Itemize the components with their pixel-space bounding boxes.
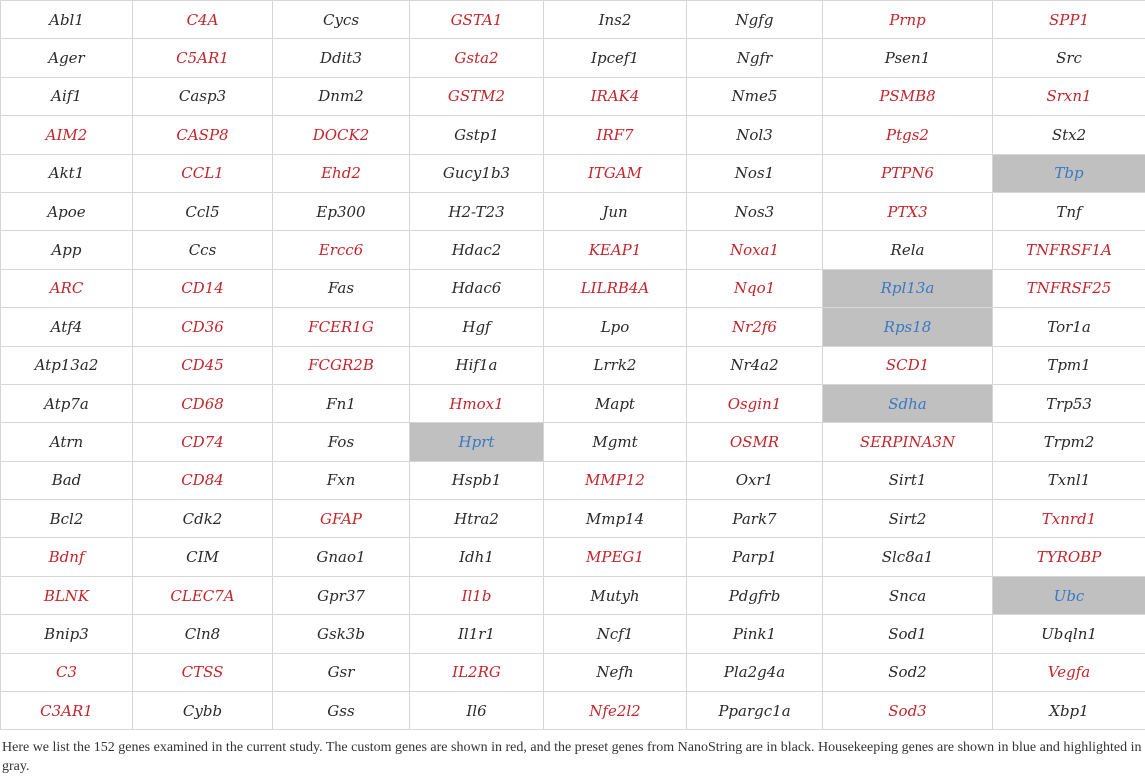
gene-cell-black: Stx2 — [993, 116, 1145, 154]
gene-cell-red: SCD1 — [823, 346, 993, 384]
gene-cell-red: GFAP — [273, 500, 410, 538]
table-row — [1, 269, 1145, 307]
gene-cell-black: Mgmt — [544, 423, 687, 461]
gene-cell-red: C4A — [133, 1, 273, 39]
gene-cell-black: Atrn — [1, 423, 133, 461]
table-row — [1, 653, 1145, 691]
gene-cell-red: Srxn1 — [993, 77, 1145, 115]
gene-cell-black: Parp1 — [687, 538, 823, 576]
gene-cell-blue: Ubc — [993, 576, 1145, 614]
gene-cell-black: Ngfr — [687, 39, 823, 77]
gene-cell-black: Htra2 — [410, 500, 544, 538]
gene-cell-red: MPEG1 — [544, 538, 687, 576]
gene-cell-red: IL2RG — [410, 653, 544, 691]
gene-cell-red: Noxa1 — [687, 231, 823, 269]
gene-cell-black: Gsk3b — [273, 615, 410, 653]
gene-cell-red: Nqo1 — [687, 269, 823, 307]
gene-cell-red: Ercc6 — [273, 231, 410, 269]
gene-cell-black: Il6 — [410, 692, 544, 730]
table-row — [1, 423, 1145, 461]
gene-cell-red: PTPN6 — [823, 154, 993, 192]
gene-cell-black: Oxr1 — [687, 461, 823, 499]
gene-cell-red: GSTA1 — [410, 1, 544, 39]
gene-cell-black: Sirt1 — [823, 461, 993, 499]
gene-cell-red: MMP12 — [544, 461, 687, 499]
gene-cell-red: Ehd2 — [273, 154, 410, 192]
gene-cell-black: Cycs — [273, 1, 410, 39]
gene-cell-black: Ager — [1, 39, 133, 77]
gene-cell-red: ITGAM — [544, 154, 687, 192]
gene-cell-black: Sod1 — [823, 615, 993, 653]
table-row — [1, 615, 1145, 653]
gene-cell-red: CD14 — [133, 269, 273, 307]
gene-cell-red: LILRB4A — [544, 269, 687, 307]
gene-cell-black: Gpr37 — [273, 576, 410, 614]
gene-cell-red: Bdnf — [1, 538, 133, 576]
gene-cell-red: TNFRSF1A — [993, 231, 1145, 269]
gene-cell-red: OSMR — [687, 423, 823, 461]
gene-cell-black: Tor1a — [993, 308, 1145, 346]
gene-cell-black: Apoe — [1, 192, 133, 230]
gene-cell-red: ARC — [1, 269, 133, 307]
gene-cell-black: Hgf — [410, 308, 544, 346]
table-row — [1, 154, 1145, 192]
gene-cell-black: Ddit3 — [273, 39, 410, 77]
gene-cell-red: CD74 — [133, 423, 273, 461]
gene-cell-black: Psen1 — [823, 39, 993, 77]
gene-cell-black: Rela — [823, 231, 993, 269]
table-row — [1, 461, 1145, 499]
gene-cell-black: Gstp1 — [410, 116, 544, 154]
gene-cell-black: Hif1a — [410, 346, 544, 384]
gene-cell-black: Bcl2 — [1, 500, 133, 538]
gene-cell-black: Bad — [1, 461, 133, 499]
gene-cell-black: Nefh — [544, 653, 687, 691]
gene-cell-black: Sod2 — [823, 653, 993, 691]
gene-cell-black: Aif1 — [1, 77, 133, 115]
gene-cell-black: Cybb — [133, 692, 273, 730]
gene-cell-black: Fxn — [273, 461, 410, 499]
gene-cell-black: Fas — [273, 269, 410, 307]
gene-cell-red: CTSS — [133, 653, 273, 691]
table-row — [1, 308, 1145, 346]
gene-cell-red: CD68 — [133, 384, 273, 422]
gene-cell-red: Nr2f6 — [687, 308, 823, 346]
gene-cell-black: Atp13a2 — [1, 346, 133, 384]
gene-cell-black: Xbp1 — [993, 692, 1145, 730]
gene-cell-black: Trp53 — [993, 384, 1145, 422]
gene-cell-black: Cln8 — [133, 615, 273, 653]
gene-cell-black: Bnip3 — [1, 615, 133, 653]
gene-cell-red: Vegfa — [993, 653, 1145, 691]
gene-cell-black: Ccl5 — [133, 192, 273, 230]
gene-cell-black: Cdk2 — [133, 500, 273, 538]
gene-cell-black: Il1r1 — [410, 615, 544, 653]
gene-cell-black: Tpm1 — [993, 346, 1145, 384]
gene-cell-black: Atf4 — [1, 308, 133, 346]
gene-cell-red: TNFRSF25 — [993, 269, 1145, 307]
gene-cell-blue: Rpl13a — [823, 269, 993, 307]
gene-cell-black: Nr4a2 — [687, 346, 823, 384]
gene-cell-red: Hmox1 — [410, 384, 544, 422]
gene-cell-black: Fos — [273, 423, 410, 461]
gene-cell-black: Jun — [544, 192, 687, 230]
gene-cell-black: Nme5 — [687, 77, 823, 115]
gene-cell-red: GSTM2 — [410, 77, 544, 115]
table-row — [1, 116, 1145, 154]
gene-cell-black: Gnao1 — [273, 538, 410, 576]
gene-cell-black: Pink1 — [687, 615, 823, 653]
gene-cell-black: Hdac6 — [410, 269, 544, 307]
gene-cell-red: BLNK — [1, 576, 133, 614]
gene-cell-blue: Sdha — [823, 384, 993, 422]
table-row — [1, 538, 1145, 576]
gene-cell-red: C3 — [1, 653, 133, 691]
gene-cell-red: KEAP1 — [544, 231, 687, 269]
gene-cell-black: Idh1 — [410, 538, 544, 576]
gene-cell-black: H2-T23 — [410, 192, 544, 230]
gene-cell-red: CASP8 — [133, 116, 273, 154]
table-row — [1, 1, 1145, 39]
gene-cell-black: Pdgfrb — [687, 576, 823, 614]
gene-cell-red: TYROBP — [993, 538, 1145, 576]
gene-cell-black: Gsr — [273, 653, 410, 691]
gene-cell-black: Lpo — [544, 308, 687, 346]
gene-cell-red: AIM2 — [1, 116, 133, 154]
gene-cell-black: Slc8a1 — [823, 538, 993, 576]
gene-table-body — [1, 1, 1145, 730]
gene-cell-black: Nos1 — [687, 154, 823, 192]
gene-cell-blue: Hprt — [410, 423, 544, 461]
gene-cell-black: Nol3 — [687, 116, 823, 154]
gene-cell-black: Ipcef1 — [544, 39, 687, 77]
gene-cell-black: Akt1 — [1, 154, 133, 192]
gene-cell-red: C3AR1 — [1, 692, 133, 730]
table-row — [1, 231, 1145, 269]
gene-cell-black: Ins2 — [544, 1, 687, 39]
gene-cell-black: Ppargc1a — [687, 692, 823, 730]
gene-cell-red: Ptgs2 — [823, 116, 993, 154]
gene-cell-red: Gsta2 — [410, 39, 544, 77]
gene-cell-black: App — [1, 231, 133, 269]
gene-cell-red: CD36 — [133, 308, 273, 346]
gene-cell-red: Il1b — [410, 576, 544, 614]
gene-cell-black: Ep300 — [273, 192, 410, 230]
gene-cell-red: Prnp — [823, 1, 993, 39]
gene-cell-red: FCER1G — [273, 308, 410, 346]
gene-cell-black: Ncf1 — [544, 615, 687, 653]
table-row — [1, 500, 1145, 538]
gene-cell-black: CIM — [133, 538, 273, 576]
gene-cell-red: PTX3 — [823, 192, 993, 230]
gene-cell-black: Snca — [823, 576, 993, 614]
gene-cell-black: Trpm2 — [993, 423, 1145, 461]
gene-cell-red: PSMB8 — [823, 77, 993, 115]
gene-cell-black: Ubqln1 — [993, 615, 1145, 653]
gene-cell-black: Casp3 — [133, 77, 273, 115]
gene-cell-red: CCL1 — [133, 154, 273, 192]
table-row — [1, 77, 1145, 115]
gene-cell-red: CD45 — [133, 346, 273, 384]
gene-cell-black: Mapt — [544, 384, 687, 422]
gene-cell-red: Nfe2l2 — [544, 692, 687, 730]
gene-cell-black: Nos3 — [687, 192, 823, 230]
gene-cell-black: Fn1 — [273, 384, 410, 422]
table-row — [1, 384, 1145, 422]
gene-cell-black: Src — [993, 39, 1145, 77]
gene-cell-black: Lrrk2 — [544, 346, 687, 384]
gene-cell-black: Park7 — [687, 500, 823, 538]
gene-cell-red: Osgin1 — [687, 384, 823, 422]
table-row — [1, 346, 1145, 384]
gene-cell-red: FCGR2B — [273, 346, 410, 384]
gene-cell-black: Gss — [273, 692, 410, 730]
gene-cell-black: Gucy1b3 — [410, 154, 544, 192]
gene-cell-red: CLEC7A — [133, 576, 273, 614]
gene-cell-red: DOCK2 — [273, 116, 410, 154]
gene-cell-red: Txnrd1 — [993, 500, 1145, 538]
gene-cell-black: Pla2g4a — [687, 653, 823, 691]
gene-cell-black: Ccs — [133, 231, 273, 269]
gene-cell-black: Atp7a — [1, 384, 133, 422]
gene-cell-black: Mmp14 — [544, 500, 687, 538]
gene-cell-red: IRAK4 — [544, 77, 687, 115]
gene-cell-red: SERPINA3N — [823, 423, 993, 461]
table-row — [1, 192, 1145, 230]
gene-cell-black: Hdac2 — [410, 231, 544, 269]
table-row — [1, 39, 1145, 77]
table-footnote: Here we list the 152 genes examined in the current study. The custom genes are shown in red, and the preset genes from NanoString are in black. Housekeeping genes are shown in blue and highlighted in gray. — [2, 740, 1142, 774]
gene-cell-red: C5AR1 — [133, 39, 273, 77]
gene-cell-red: IRF7 — [544, 116, 687, 154]
table-row — [1, 692, 1145, 730]
gene-cell-black: Sirt2 — [823, 500, 993, 538]
gene-cell-black: Mutyh — [544, 576, 687, 614]
gene-cell-black: Tnf — [993, 192, 1145, 230]
gene-cell-black: Ngfg — [687, 1, 823, 39]
gene-cell-blue: Tbp — [993, 154, 1145, 192]
gene-cell-black: Dnm2 — [273, 77, 410, 115]
gene-cell-red: CD84 — [133, 461, 273, 499]
gene-cell-red: Sod3 — [823, 692, 993, 730]
gene-cell-blue: Rps18 — [823, 308, 993, 346]
gene-cell-red: SPP1 — [993, 1, 1145, 39]
gene-cell-black: Hspb1 — [410, 461, 544, 499]
gene-cell-black: Abl1 — [1, 1, 133, 39]
table-row — [1, 576, 1145, 614]
gene-cell-black: Txnl1 — [993, 461, 1145, 499]
